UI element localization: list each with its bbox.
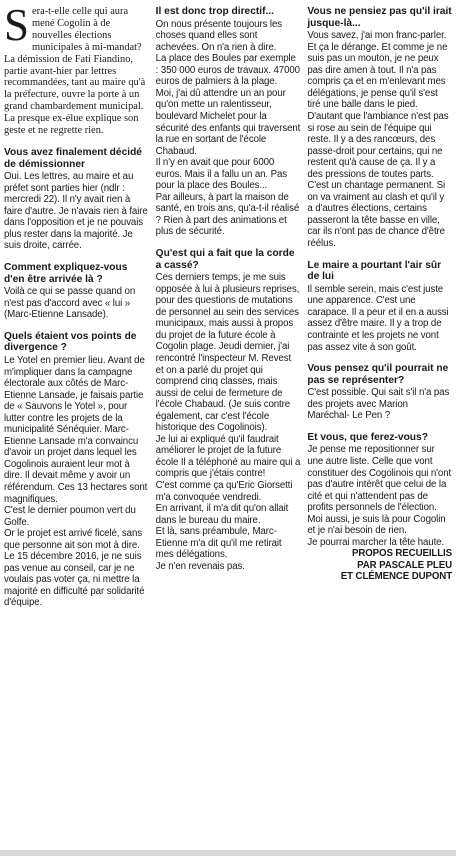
qa-block xyxy=(4,331,149,609)
answer-text: Vous savez, j'ai mon franc-parler. Et ça le dérange. Et comme je ne suis pas un mouton, je ne peux pas dire amen à tout. Il n'a pas compris ça et en m'enlevant mes délégations, je pense qu'il s'est tiré une balle dans le pied. D'autant que l'ambiance n'est pas si rose au sein de l'équipe qui reste. Il y a des rancœurs, des passe-droit pour certains, qui ne restent qu'à cause de ça. Il y a des pressions de toutes parts. C'est un chantage permanent. Si on va vraiment au clash et qu'il y a d'autres élections, certains passeront la tête basse en ville, car ils n'ont pas de chance d'être réélus. xyxy=(307,30,449,250)
question-heading: Et vous, que ferez-vous? xyxy=(307,431,428,443)
answer-text: Oui. Les lettres, au maire et au préfet sont parties hier (ndlr : mercredi 22). Il n'y avait rien à faire d'autre. Je n'avais rien à faire dans l'opposition et je ne pouvais plus rester dans la majorité. Je suis droite, carrée. xyxy=(4,171,148,252)
qa-block xyxy=(307,363,452,422)
article-column-2 xyxy=(156,6,301,856)
qa-block xyxy=(4,262,149,321)
answer-text: Je pense me repositionner sur une autre liste. Celle que vont constituer des Cogolinois qui n'ont pas d'autre intérêt que celui de la cité et qui n'attendent pas de profits personnels de l'élection. Moi aussi, je suis là pour Cogolin et je n'ai besoin de rien. Je pourrai marcher la tête haute. xyxy=(307,444,452,548)
article-column-1 xyxy=(4,0,149,856)
question-heading: Qu'est qui a fait que la corde a cassé? xyxy=(155,247,295,271)
question-heading: Vous pensez qu'il pourrait ne pas se représenter? xyxy=(307,363,449,386)
article-credit: PROPOS RECUEILLIS PAR PASCALE PLEU ET CLÉMENCE DUPONT xyxy=(340,548,453,583)
qa-block xyxy=(307,432,452,549)
answer-text: Il semble serein, mais c'est juste une apparence. C'est une carapace. Il a peur et il en a aussi assez d'être maire. Il y a trop de contrainte et les projets ne vont pas assez vite à son goût. xyxy=(307,283,449,353)
intro-text: era-t-elle celle qui aura mené Cogolin à de nouvelles élections municipales à mi-mandat? La démission de Fati Fiandino, partie avant-hier par lettres recommandées, tant au maire qu'à la préfecture, ouvre la porte à un grand chambardement municipal. La presque ex-élue explique son geste et ne regrette rien. xyxy=(4,6,146,137)
article-intro xyxy=(4,0,149,137)
answer-text: C'est possible. Qui sait s'il n'a pas des projets avec Marion Maréchal- Le Pen ? xyxy=(307,387,450,422)
article-column-3 xyxy=(307,6,452,856)
page-bottom-edge xyxy=(0,850,456,856)
question-heading: Le maire a pourtant l'air sûr de lui xyxy=(307,259,442,283)
answer-text: Le Yotel en premier lieu. Avant de m'impliquer dans la campagne électorale aux côtés de Marc-Etienne Lansade, je faisais partie de « Sauvons le Yotel », pour lutter contre les projets de la municipalité Sénéquier. Marc-Etienne Lansade m'a convaincu d'avoir un projet dans lequel les Cogolinois auraient leur mot à dire. Il devait même y avoir un référendum. Ces 13 hectares sont magnifiques. C'est le dernier poumon vert du Golfe. Or le projet est arrivé ficelé, sans que personne ait son mot à dire. Le 15 décembre 2016, je ne suis pas venue au conseil, car je ne voulais pas voter ça, ni mettre la majorité en difficulté par solidarité d'équipe. xyxy=(4,355,148,609)
answer-text: On nous présente toujours les choses quand elles sont achevées. On n'a rien à dire. La place des Boules par exemple : 350 000 euros de travaux. 47000 euros de palmiers à la plage. Moi, j'ai dû attendre un an pour qu'on mette un ralentisseur, boulevard Michelet pour la sécurité des enfants qui traversent la rue en sortant de l'école Chabaud. Il n'y en avait que pour 6000 euros. Mais il a fallu un an. Pas pour la place des Boules... Par ailleurs, à part la maison de santé, en trois ans, qu'a-t-il réalisé ? Rien à part des animations et plus de sécurité. xyxy=(155,18,301,238)
qa-block xyxy=(307,6,452,250)
question-heading: Vous avez finalement décidé de démissionner xyxy=(4,146,142,170)
qa-block xyxy=(4,147,149,252)
drop-cap: S xyxy=(4,0,30,50)
question-heading: Comment expliquez-vous d'en être arrivée là ? xyxy=(4,261,128,285)
question-heading: Vous ne pensiez pas qu'il irait jusque-là... xyxy=(307,6,452,29)
question-heading: Il est donc trop directif... xyxy=(155,6,274,17)
qa-block xyxy=(156,6,301,238)
qa-block xyxy=(156,248,301,572)
answer-text: Ces derniers temps, je me suis opposée à lui à plusieurs reprises, pour des questions de mutations de personnel au sein des services municipaux, mais aussi à propos du projet de la future école à Cogolin plage. Jeudi dernier, j'ai rencontré l'inspecteur M. Revest et on a parlé du projet qui comprend cinq classes, mais aussi de celui de fermeture de l'école Chabaud. (Je suis contre également, car c'est l'école historique des Cogolinois). Je lui ai expliqué qu'il faudrait améliorer le projet de la future école Il a téléphoné au maire qui a compris que j'étais contre! C'est comme ça qu'Eric Giorsetti m'a convoquée vendredi. En arrivant, il m'a dit qu'on allait dans le bureau du maire. Et là, sans préambule, Marc-Etienne m'a dit qu'il me retirait mes délégations. Je n'en revenais pas. xyxy=(155,272,301,572)
answer-text: Voilà ce qui se passe quand on n'est pas d'accord avec « lui » (Marc-Etienne Lansade). xyxy=(4,286,136,321)
question-heading: Quels étaient vos points de divergence ? xyxy=(4,330,137,354)
qa-block xyxy=(307,260,452,353)
